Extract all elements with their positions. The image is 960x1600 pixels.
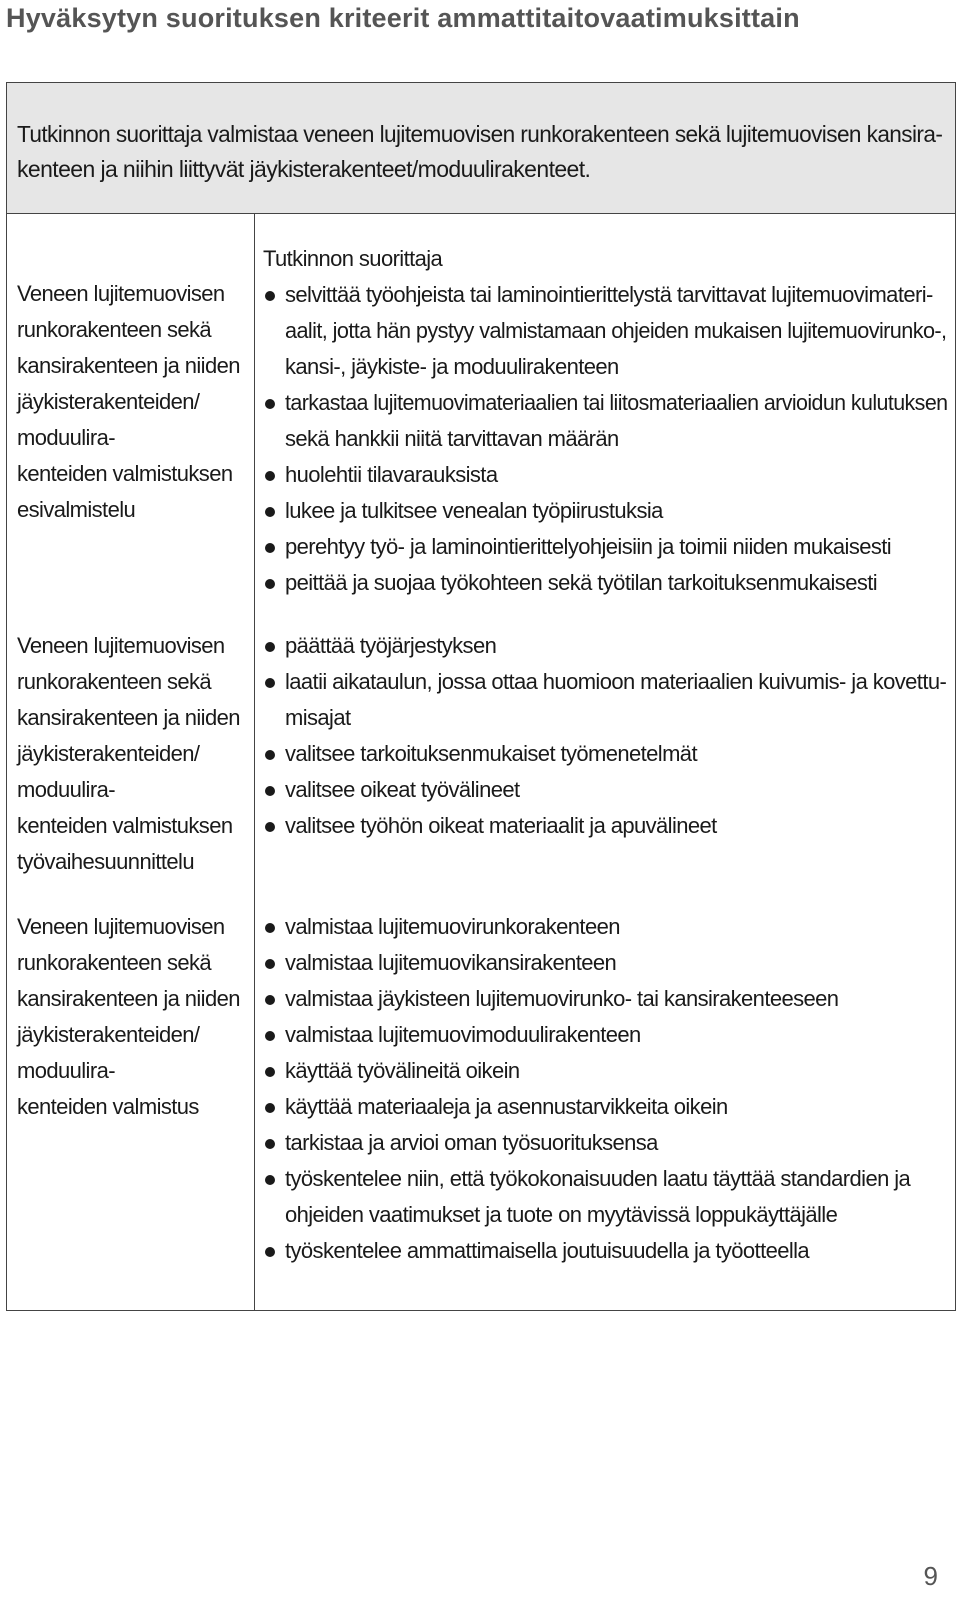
page-title: Hyväksytyn suorituksen kriteerit ammattitaitovaatimuksittain	[6, 3, 800, 33]
criterion-item	[263, 529, 953, 565]
criterion-line: käyttää työvälineitä oikein	[285, 1058, 520, 1083]
criterion-line: peittää ja suojaa työkohteen sekä työtilan tarkoituksenmukaisesti	[285, 570, 878, 595]
bullet-icon	[265, 543, 275, 553]
criterion-line: selvittää työohjeista tai laminointierittelystä tarvittavat lujitemuovimateri-	[285, 282, 933, 307]
criterion-line: laatii aikataulun, jossa ottaa huomioon materiaalien kuivumis- ja kovettu-	[285, 669, 947, 694]
criteria-tyovaihesuunnittelu	[263, 628, 953, 844]
bullet-icon	[265, 923, 275, 933]
criterion-item	[263, 945, 953, 981]
section-title-line: runkorakenteen sekä	[17, 317, 212, 342]
criterion-line: valmistaa lujitemuovirunkorakenteen	[285, 914, 620, 939]
criterion-line: aalit, jotta hän pystyy valmistamaan ohjeiden mukaisen lujitemuovirunko-,	[285, 318, 947, 343]
section-title-line: kansirakenteen ja niiden	[17, 705, 240, 730]
criterion-item	[263, 1161, 953, 1233]
section-title-line: työvaihesuunnittelu	[17, 849, 194, 874]
criterion-line: tarkastaa lujitemuovimateriaalien tai liitosmateriaalien arvioidun kulutuksen	[285, 390, 948, 415]
intro-text	[17, 117, 945, 187]
criterion-item	[263, 493, 953, 529]
criterion-item	[263, 628, 953, 664]
section-title-line: jäykisterakenteiden/	[17, 741, 200, 766]
section-title-line: jäykisterakenteiden/	[17, 389, 200, 414]
bullet-icon	[265, 678, 275, 688]
criteria-list	[263, 277, 953, 601]
criterion-item	[263, 909, 953, 945]
bullet-icon	[265, 822, 275, 832]
section-title-esivalmistelu	[17, 276, 247, 528]
bullet-icon	[265, 995, 275, 1005]
bullet-icon	[265, 579, 275, 589]
criterion-line: ohjeiden vaatimukset ja tuote on myytävissä loppukäyttäjälle	[285, 1202, 838, 1227]
criterion-line: sekä hankkii niitä tarvittavan määrän	[285, 426, 619, 451]
bullet-icon	[265, 1175, 275, 1185]
criterion-line: kansi-, jäykiste- ja moduulirakenteen	[285, 354, 619, 379]
criterion-item	[263, 664, 953, 736]
intro-line: kenteen ja niihin liittyvät jäykisterakenteet/moduulirakenteet.	[17, 156, 591, 182]
criterion-item	[263, 736, 953, 772]
criterion-line: työskentelee niin, että työkokonaisuuden laatu täyttää standardien ja	[285, 1166, 911, 1191]
criteria-valmistus	[263, 909, 953, 1269]
page-number: 9	[923, 1561, 938, 1591]
bullet-icon	[265, 507, 275, 517]
bullet-icon	[265, 750, 275, 760]
section-title-line: runkorakenteen sekä	[17, 669, 212, 694]
criterion-item	[263, 1089, 953, 1125]
criteria-heading: Tutkinnon suorittaja	[263, 246, 443, 271]
intro-box	[7, 83, 955, 214]
criterion-line: päättää työjärjestyksen	[285, 633, 497, 658]
section-title-tyovaihesuunnittelu	[17, 628, 247, 880]
section-title-line: Veneen lujitemuovisen	[17, 633, 225, 658]
criterion-line: työskentelee ammattimaisella joutuisuudella ja työotteella	[285, 1238, 810, 1263]
criterion-item	[263, 772, 953, 808]
criterion-line: valmistaa jäykisteen lujitemuovirunko- tai kansirakenteeseen	[285, 986, 839, 1011]
criteria-list	[263, 628, 953, 844]
criterion-line: valmistaa lujitemuovikansirakenteen	[285, 950, 617, 975]
bullet-icon	[265, 1247, 275, 1257]
section-title-line: moduulira-	[17, 425, 115, 450]
column-divider	[254, 214, 255, 1310]
criterion-line: valitsee työhön oikeat materiaalit ja apuvälineet	[285, 813, 717, 838]
criterion-item	[263, 1233, 953, 1269]
bullet-icon	[265, 1067, 275, 1077]
criterion-item	[263, 808, 953, 844]
bullet-icon	[265, 471, 275, 481]
bullet-icon	[265, 399, 275, 409]
section-title-line: kansirakenteen ja niiden	[17, 353, 240, 378]
criterion-line: misajat	[285, 705, 351, 730]
criterion-item	[263, 1125, 953, 1161]
bullet-icon	[265, 1103, 275, 1113]
criterion-line: huolehtii tilavarauksista	[285, 462, 498, 487]
bullet-icon	[265, 642, 275, 652]
section-title-line: moduulira-	[17, 777, 115, 802]
section-title-line: Veneen lujitemuovisen	[17, 914, 225, 939]
section-title-valmistus	[17, 909, 247, 1125]
bullet-icon	[265, 1139, 275, 1149]
section-title-line: kansirakenteen ja niiden	[17, 986, 240, 1011]
criterion-line: valmistaa lujitemuovimoduulirakenteen	[285, 1022, 641, 1047]
bullet-icon	[265, 959, 275, 969]
section-title-line: kenteiden valmistus	[17, 1094, 199, 1119]
section-title-line: kenteiden valmistuksen	[17, 813, 233, 838]
intro-line: Tutkinnon suorittaja valmistaa veneen lujitemuovisen runkorakenteen sekä lujitemuovisen kansira-	[17, 121, 943, 147]
bullet-icon	[265, 786, 275, 796]
criterion-item	[263, 1017, 953, 1053]
bullet-icon	[265, 1031, 275, 1041]
section-title-line: jäykisterakenteiden/	[17, 1022, 200, 1047]
section-title-line: runkorakenteen sekä	[17, 950, 212, 975]
criterion-item	[263, 565, 953, 601]
section-title-line: kenteiden valmistuksen	[17, 461, 233, 486]
criteria-table	[6, 82, 956, 1311]
criteria-esivalmistelu	[263, 241, 953, 601]
criterion-line: valitsee tarkoituksenmukaiset työmenetelmät	[285, 741, 697, 766]
criterion-line: perehtyy työ- ja laminointierittelyohjeisiin ja toimii niiden mukaisesti	[285, 534, 892, 559]
section-title-line: esivalmistelu	[17, 497, 136, 522]
criterion-item	[263, 277, 953, 385]
section-title-line: moduulira-	[17, 1058, 115, 1083]
bullet-icon	[265, 291, 275, 301]
criterion-line: valitsee oikeat työvälineet	[285, 777, 520, 802]
criterion-line: tarkistaa ja arvioi oman työsuorituksensa	[285, 1130, 658, 1155]
criteria-list	[263, 909, 953, 1269]
criterion-item	[263, 981, 953, 1017]
criterion-item	[263, 457, 953, 493]
criterion-item	[263, 385, 953, 457]
section-title-line: Veneen lujitemuovisen	[17, 281, 225, 306]
criterion-item	[263, 1053, 953, 1089]
criterion-line: lukee ja tulkitsee venealan työpiirustuksia	[285, 498, 663, 523]
criterion-line: käyttää materiaaleja ja asennustarvikkeita oikein	[285, 1094, 728, 1119]
